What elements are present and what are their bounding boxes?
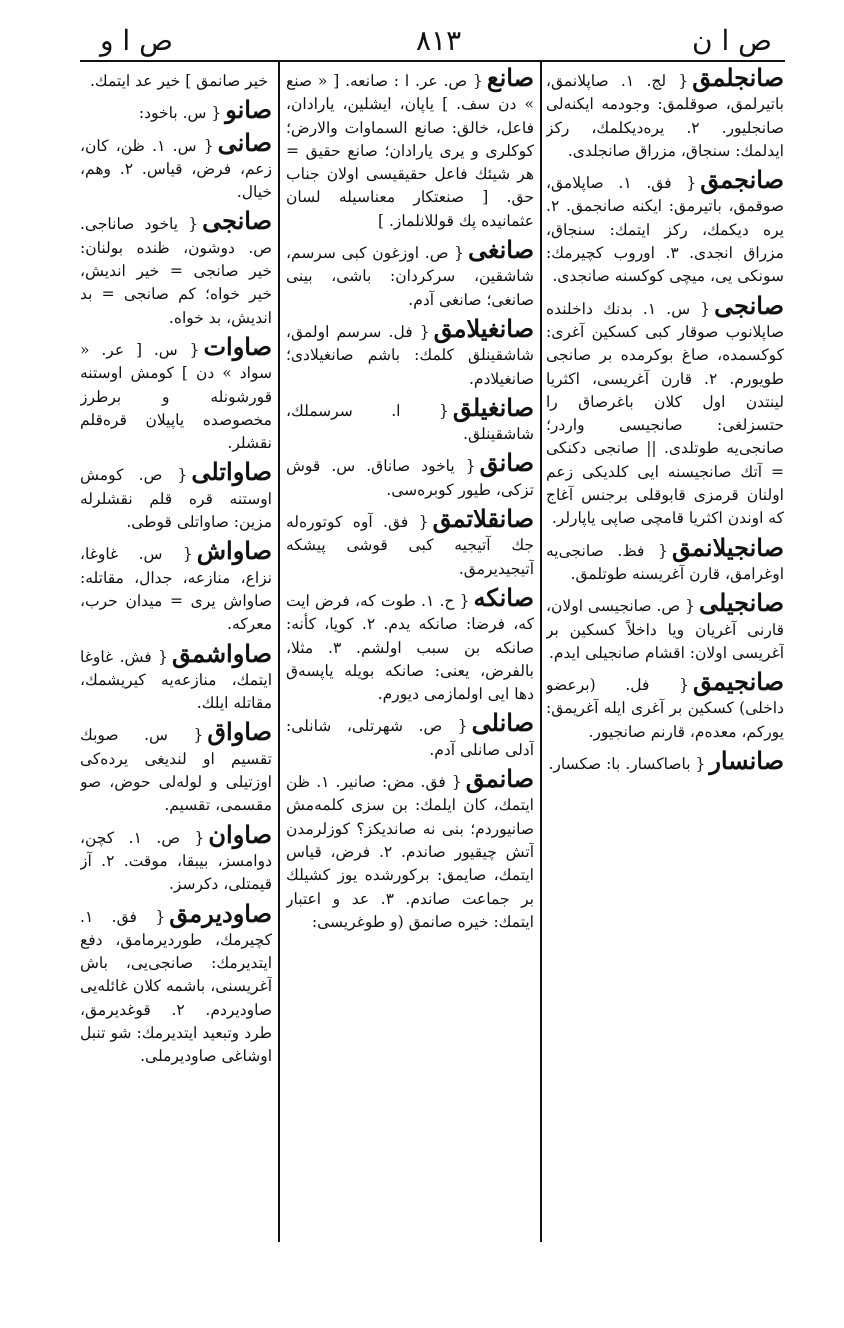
dictionary-entry — [286, 504, 534, 581]
definition: { س. صوبك تقسیم او لندیغی یرده‌کی اوزتیلی و لوله‌لی حوض، صو مقسمی، تقسیم. — [80, 726, 272, 815]
dictionary-entry — [286, 392, 534, 447]
dictionary-entry — [80, 127, 272, 205]
definition: { ص. صانجیسی اولان، قارنی آغریان ویا داخلاً کسکین بر آغریسی اولان: اقشام صانجیلی ایدم. — [546, 597, 784, 662]
headword: صانجی — [714, 290, 784, 320]
headword: صانمق — [465, 764, 534, 794]
definition: { یاخود صاناق. س. قوش تزکی، طیور کوبره‌سی. — [286, 457, 534, 499]
headword: صاواتلی — [191, 457, 272, 487]
headword: صانجیلانمق — [672, 532, 784, 562]
dictionary-entry — [546, 746, 784, 776]
dictionary-entry — [286, 448, 534, 502]
dictionary-entry — [80, 95, 272, 125]
dictionary-entry — [286, 313, 534, 391]
dictionary-entry — [80, 331, 272, 455]
dictionary-entry — [546, 165, 784, 288]
dictionary-entry — [546, 66, 784, 163]
dictionary-entry — [546, 532, 784, 587]
dictionary-entry — [80, 898, 272, 1069]
definition: { فق. ۱. صاپلامق، صوقمق، باتیرمق: ایکنه صانجمق. ۲. یره دیکمك، رکز ایتمك: سنجاق، مزراق انجدی. ۳. اوروب کچیرمك: سونکی یی، میچی کوکسنه صانجدی. — [546, 174, 784, 286]
header-letters-right: ص ا ن — [692, 24, 772, 57]
dictionary-entry — [80, 819, 272, 897]
headword: صانغی — [468, 235, 534, 265]
dictionary-entry — [80, 638, 272, 716]
headword: صانلی — [471, 708, 534, 738]
dictionary-entry — [286, 66, 534, 233]
headword: صانسار — [709, 746, 784, 776]
headword: صانجی — [202, 206, 272, 236]
definition: { فق. آوه کوتوره‌له جك آتیجیه کبی قوشی پیشکه آتیجیدیرمق. — [286, 513, 534, 578]
definition: { س. ۱. بدنك داخلنده صاپلانوب صوقار کبی کسکین آغری: کوکسمده، صاغ بوکرمده بر صانجی طویورم. ۲. قارن آغریسی، اکثریا لینتدن اول کلان باغرصاق را حتسزلغی: صانجیسی واردر؛ صانجی‌یه طوتلدی. || صانجی دکنکی = آتك صانجیسنه ایی کلدیکی زعم اولنان قرمزی قابوقلی برجنس آغاج که اوندن اکثریا قامچی صاپی یاپارلر. — [546, 299, 784, 528]
definition: { ص. اوزغون کبی سرسم، شاشقین، سرکردان: باشی، بینی صانغی؛ صانغی آدم. — [286, 244, 534, 309]
dictionary-entry — [286, 235, 534, 312]
header-letters-left: ص ا و — [100, 24, 173, 57]
dictionary-entry — [286, 582, 534, 706]
definition: { س. [ عر. « سواد » دن ] کومش اوستنه قورشونله و برطرز مخصوصده یاپیلان قره‌قلم نقشلر. — [80, 340, 272, 453]
dictionary-entry — [80, 66, 272, 93]
dictionary-entry — [546, 290, 784, 531]
definition: { یاخود صاناجی. ص. دوشون، ظنده بولنان: خیر صانجی = خیر اندیش، خیر خواه؛ کم صانجی = بد اندیش، بد خواه. — [80, 215, 272, 327]
headword: صاواشمق — [172, 638, 272, 668]
definition: { لج. ۱. صاپلانمق، باتیرلمق، صوقلمق: وجودمه ایکنه‌لی صانجلیور. ۲. یره‌دیکلمك، رکز ایدلمك: سنجاق، مزراق صانجلدی. — [546, 72, 784, 160]
headword: صانجیمق — [693, 667, 784, 697]
headword: صاودیرمق — [169, 898, 272, 928]
headword: صانق — [479, 448, 534, 478]
dictionary-entry — [80, 206, 272, 329]
definition: { باصاکسار. با: صکسار. — [548, 755, 706, 774]
definition: { فل. سرسم اولمق، شاشقینلق کلمك: باشم صانغیلادی؛ صانغیلادم. — [286, 322, 534, 388]
headword: صانغیلامق — [433, 313, 534, 343]
definition: { س. ۱. ظن، کان، زعم، فرض، قیاس. ۲. وهم، خیال. — [80, 136, 272, 202]
headword: صانقلاتمق — [432, 504, 534, 534]
dictionary-entry — [286, 764, 534, 934]
headword: صاواق — [207, 717, 272, 747]
column-separator-left — [278, 62, 280, 1242]
dictionary-entry — [546, 667, 784, 744]
definition: { فظ. صانجی‌یه اوغرامق، قارن آغریسنه طوتلمق. — [546, 541, 784, 583]
column-separator-right — [540, 62, 542, 1242]
page-header — [86, 22, 786, 62]
definition: { ص. کومش اوستنه قره قلم نقشلرله مزین: صاواتلی قوطی. — [80, 466, 272, 532]
dictionary-entry — [80, 457, 272, 534]
column-middle — [286, 66, 534, 1241]
definition: { ص. عر. ا : صانعه. [ « صنع » دن سف. ] یاپان، ایشلین، یارادان، فاعل، خالق: صانع السماوات والارض؛ کوکلری و یری یارادان؛ صانع حقیق = هر شیئك فاعل حقیقیسی اولان جناب حق. [ صنعتکار معناسیله لسان عثمانیده پك قوللانلماز. ] — [286, 72, 534, 230]
definition: { ص. شهرتلی، شانلی: آدلی صانلی آدم. — [286, 717, 534, 759]
page-number: ۸۱۳ — [416, 24, 462, 57]
headword: صاوات — [203, 331, 272, 361]
column-right — [546, 66, 784, 1241]
header-rule — [80, 60, 785, 62]
definition: { فش. غاوغا ایتمك، منازعه‌یه کیریشمك، مقاتله ایلك. — [80, 647, 272, 713]
headword: صانجیلی — [698, 588, 784, 618]
column-left — [80, 66, 272, 1241]
definition: { س. باخود: — [138, 104, 222, 123]
dictionary-entry — [80, 536, 272, 636]
headword: صانی — [217, 127, 272, 157]
headword: صانو — [225, 95, 272, 125]
dictionary-entry — [546, 588, 784, 665]
dictionary-entry — [286, 708, 534, 762]
definition: { ص. ۱. کچن، دوامسز، بیبقا، موقت. ۲. آز قیمتلی، دکرسز. — [80, 828, 272, 894]
definition: { ا. سرسملك، شاشقینلق. — [286, 401, 534, 444]
definition: { س. غاوغا، نزاع، منازعه، جدال، مقاتله: صاواش یری = میدان حرب، معرکه. — [80, 545, 272, 634]
definition: { فق. ۱. کچیرمك، طوردیرمامق، دفع ایتدیرمك: صانجی‌یی، باش آغریسنی، باشمه کلان غائله‌یی صاودیردم. ۲. قوغدیرمق، طرد وتبعید ایتدیرمك: شو تنبل اوشاغی صاودیرملی. — [80, 907, 272, 1066]
headword: صانجلمق — [692, 66, 784, 92]
headword: صانغیلق — [452, 392, 534, 422]
headword: صاواش — [196, 536, 272, 566]
headword: صاوان — [208, 819, 272, 849]
definition: { فل. (برعضو داخلی) کسکین بر آغری ایله آغریمق: یورکم، معده‌م، قارنم صانجیور. — [546, 676, 784, 741]
definition: خیر صانمق ] خیر عد ایتمك. — [89, 72, 268, 90]
definition: { فق. مض: صانیر. ۱. ظن ایتمك، کان ایلمك: بن سزی کلمه‌مش صانیوردم؛ بنی نه صاندیکز؟ کوزلرمدن آتش چیقیور صاندم. ۲. فرض، قیاس ایتمك، صایمق: برکورشده یوز کشیلك بر جماعت صاندم. ۳. عد و اعتبار ایتمك: خیره صانمق (و طوغریسی: — [286, 773, 534, 931]
headword: صانع — [486, 66, 534, 92]
headword: صانجمق — [700, 165, 784, 195]
headword: صانکه — [473, 582, 534, 612]
dictionary-entry — [80, 717, 272, 817]
definition: { ح. ۱. طوت که، فرض ایت که، فرضا: صانکه یدم. ۲. کویا، کأنه: صانکه بن سبب اولشم. ۳. مثلا، بالفرض، یعنی: صانکه بویله یاپسه‌ق دها ایی اولمازمی دیورم. — [286, 591, 534, 704]
